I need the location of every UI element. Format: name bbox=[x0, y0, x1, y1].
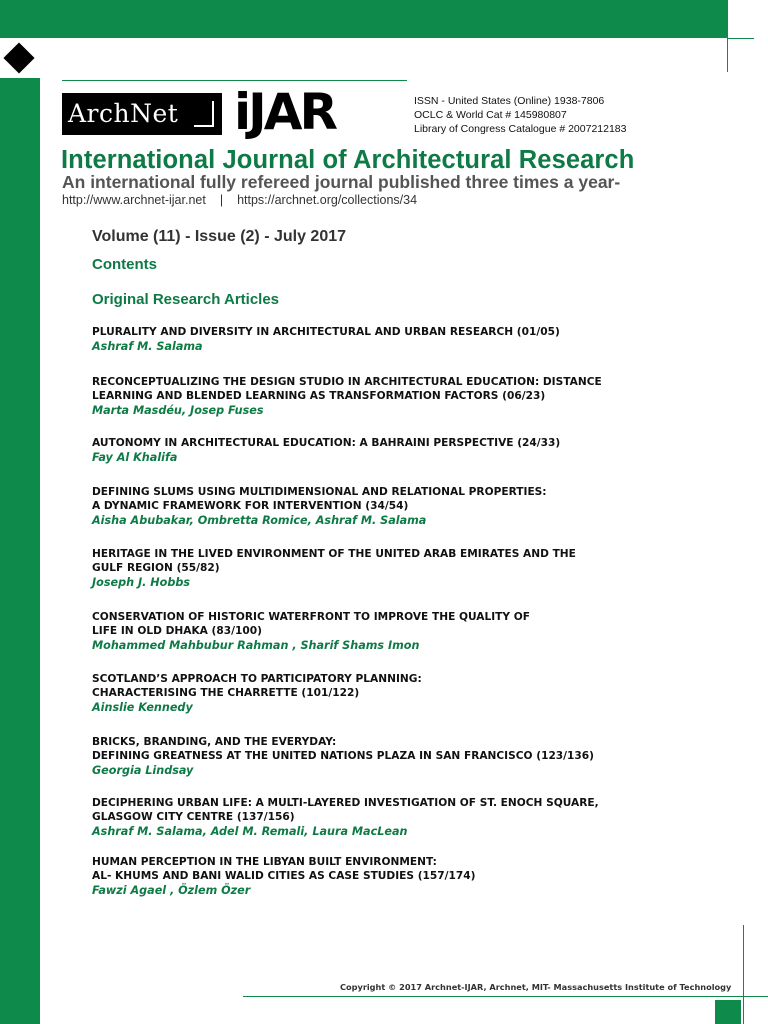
article-title: GULF REGION (55/82) bbox=[92, 562, 220, 574]
article-title: HERITAGE IN THE LIVED ENVIRONMENT OF THE UNITED ARAB EMIRATES AND THE bbox=[92, 548, 576, 560]
issn-block bbox=[414, 94, 626, 136]
article-entry[interactable] bbox=[92, 610, 652, 654]
copyright-text: Copyright © 2017 Archnet-IJAR, Archnet, MIT- Massachusetts Institute of Technology bbox=[340, 982, 732, 992]
loc-line: Library of Congress Catalogue # 2007212183 bbox=[414, 123, 627, 135]
article-title: SCOTLAND’S APPROACH TO PARTICIPATORY PLANNING: bbox=[92, 673, 422, 685]
article-title: DEFINING SLUMS USING MULTIDIMENSIONAL AND RELATIONAL PROPERTIES: bbox=[92, 486, 547, 498]
header-divider bbox=[62, 80, 407, 81]
issn-line: ISSN - United States (Online) 1938-7806 bbox=[414, 95, 605, 107]
article-title: LIFE IN OLD DHAKA (83/100) bbox=[92, 625, 262, 637]
article-title: A DYNAMIC FRAMEWORK FOR INTERVENTION (34/54) bbox=[92, 500, 409, 512]
oclc-line: OCLC & World Cat # 145980807 bbox=[414, 109, 567, 121]
left-green-bar bbox=[0, 78, 40, 1024]
top-green-bar bbox=[0, 0, 768, 38]
diamond-icon bbox=[3, 42, 34, 73]
article-authors: Marta Masdéu, Josep Fuses bbox=[92, 404, 264, 417]
article-title: HUMAN PERCEPTION IN THE LIBYAN BUILT ENVIRONMENT: bbox=[92, 856, 437, 868]
article-entry[interactable] bbox=[92, 735, 652, 779]
article-authors: Mohammed Mahbubur Rahman , Sharif Shams Imon bbox=[92, 639, 420, 652]
article-authors: Ashraf M. Salama bbox=[92, 340, 203, 353]
article-authors: Aisha Abubakar, Ombretta Romice, Ashraf M. Salama bbox=[92, 514, 427, 527]
link-separator: | bbox=[219, 193, 224, 207]
journal-link-archnet[interactable]: https://archnet.org/collections/34 bbox=[237, 193, 418, 207]
article-authors: Ainslie Kennedy bbox=[92, 701, 193, 714]
journal-link-ijar[interactable]: http://www.archnet-ijar.net bbox=[62, 193, 206, 207]
journal-links bbox=[62, 193, 417, 207]
article-title: PLURALITY AND DIVERSITY IN ARCHITECTURAL AND URBAN RESEARCH (01/05) bbox=[92, 326, 560, 338]
article-entry[interactable] bbox=[92, 375, 652, 419]
article-authors: Joseph J. Hobbs bbox=[92, 576, 190, 589]
archnet-logo-text: ArchNet bbox=[68, 99, 179, 128]
article-title: DECIPHERING URBAN LIFE: A MULTI-LAYERED INVESTIGATION OF ST. ENOCH SQUARE, bbox=[92, 797, 599, 809]
article-title: DEFINING GREATNESS AT THE UNITED NATIONS PLAZA IN SAN FRANCISCO (123/136) bbox=[92, 750, 595, 762]
article-authors: Fay Al Khalifa bbox=[92, 451, 178, 464]
article-entry[interactable] bbox=[92, 547, 652, 591]
article-authors: Ashraf M. Salama, Adel M. Remali, Laura MacLean bbox=[92, 825, 408, 838]
footer-corner-box bbox=[715, 1000, 741, 1024]
top-corner-notch bbox=[727, 0, 768, 38]
archnet-bracket-icon bbox=[194, 101, 214, 127]
article-entry[interactable] bbox=[92, 855, 652, 899]
article-title: AL- KHUMS AND BANI WALID CITIES AS CASE STUDIES (157/174) bbox=[92, 870, 476, 882]
article-entry[interactable] bbox=[92, 485, 652, 529]
article-title: CHARACTERISING THE CHARRETTE (101/122) bbox=[92, 687, 360, 699]
article-title: LEARNING AND BLENDED LEARNING AS TRANSFORMATION FACTORS (06/23) bbox=[92, 390, 546, 402]
article-title: RECONCEPTUALIZING THE DESIGN STUDIO IN ARCHITECTURAL EDUCATION: DISTANCE bbox=[92, 376, 602, 388]
archnet-logo bbox=[62, 93, 222, 135]
article-authors: Georgia Lindsay bbox=[92, 764, 194, 777]
article-authors: Fawzi Agael , Özlem Özer bbox=[92, 884, 251, 897]
section-heading: Original Research Articles bbox=[92, 291, 280, 308]
journal-title: International Journal of Architectural Research bbox=[61, 146, 635, 174]
issue-volume: Volume (11) - Issue (2) - July 2017 bbox=[92, 228, 347, 245]
corner-vertical-line bbox=[727, 0, 728, 72]
article-title: AUTONOMY IN ARCHITECTURAL EDUCATION: A BAHRAINI PERSPECTIVE (24/33) bbox=[92, 437, 561, 449]
footer-divider bbox=[243, 996, 768, 997]
article-entry[interactable] bbox=[92, 325, 652, 355]
article-entry[interactable] bbox=[92, 436, 652, 466]
article-entry[interactable] bbox=[92, 672, 652, 716]
corner-horizontal-line bbox=[727, 38, 754, 39]
article-entry[interactable] bbox=[92, 796, 652, 840]
article-title: BRICKS, BRANDING, AND THE EVERYDAY: bbox=[92, 736, 337, 748]
article-title: GLASGOW CITY CENTRE (137/156) bbox=[92, 811, 295, 823]
footer-vertical-rule bbox=[743, 925, 744, 1024]
ijar-logo: iJAR bbox=[234, 83, 335, 141]
journal-subtitle: An international fully refereed journal published three times a year- bbox=[62, 172, 621, 192]
article-title: CONSERVATION OF HISTORIC WATERFRONT TO IMPROVE THE QUALITY OF bbox=[92, 611, 530, 623]
contents-heading: Contents bbox=[92, 256, 157, 273]
